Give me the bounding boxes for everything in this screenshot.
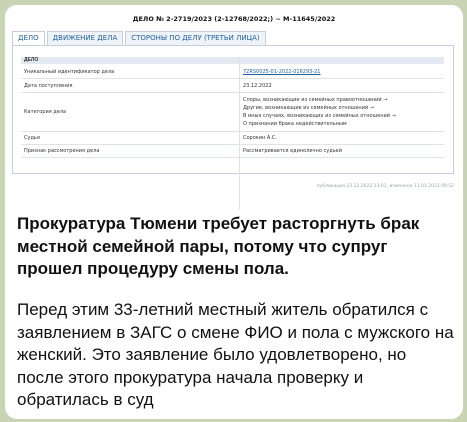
row-value: Споры, возникающие из семейных правоотношений → Другие, возникающие из семейных отношений → В иных случаях, возникающих из семейных отношений → О признании брака недействительным: [243, 97, 396, 127]
publication-stamp: публикация 23.12.2022 13:01, изменено 11.01.2023 09:52: [316, 184, 454, 189]
row-key: Судья: [24, 135, 40, 141]
table-row: [21, 132, 444, 145]
panel-header: ДЕЛО: [21, 57, 444, 64]
court-case-screenshot[interactable]: [5, 5, 463, 201]
table-row: [21, 79, 444, 93]
message-paragraph: Перед этим 33-летний местный житель обратился с заявлением в ЗАГС о смене ФИО и пола с мужского на женский. Это заявление было удовлетворено, но после этого прокуратура начала проверку и обратилась в суд: [17, 300, 454, 409]
case-title: ДЕЛО № 2-2719/2023 (2-12768/2022;) ~ М-11645/2022: [132, 15, 336, 23]
tab-case-parties[interactable]: СТОРОНЫ ПО ДЕЛУ (ТРЕТЬИ ЛИЦА): [125, 31, 265, 45]
table-row: [21, 65, 444, 79]
case-id-link[interactable]: 72RS0025-01-2022-016293-21: [243, 68, 321, 75]
table-row: [21, 145, 444, 158]
row-key: Признак рассмотрения дела: [24, 148, 100, 154]
row-value: Рассматривается единолично судьей: [243, 148, 342, 154]
row-key: Дата поступления: [24, 82, 73, 89]
message-headline: Прокуратура Тюмени требует расторгнуть брак местной семейной пары, потому что супруг прошел процедуру смены пола.: [17, 214, 420, 278]
case-details-panel: [12, 45, 454, 174]
row-value: 23.12.2022: [243, 82, 272, 89]
table-row: [21, 93, 444, 132]
row-key: Категория дела: [24, 109, 67, 115]
row-value: Сорокин А.С.: [243, 135, 278, 141]
tab-case-movement[interactable]: ДВИЖЕНИЕ ДЕЛА: [47, 31, 124, 45]
row-key: Уникальный идентификатор дела: [24, 68, 115, 75]
case-tabs: [12, 31, 268, 45]
tab-case[interactable]: ДЕЛО: [12, 31, 45, 46]
message-bubble: [5, 5, 463, 419]
